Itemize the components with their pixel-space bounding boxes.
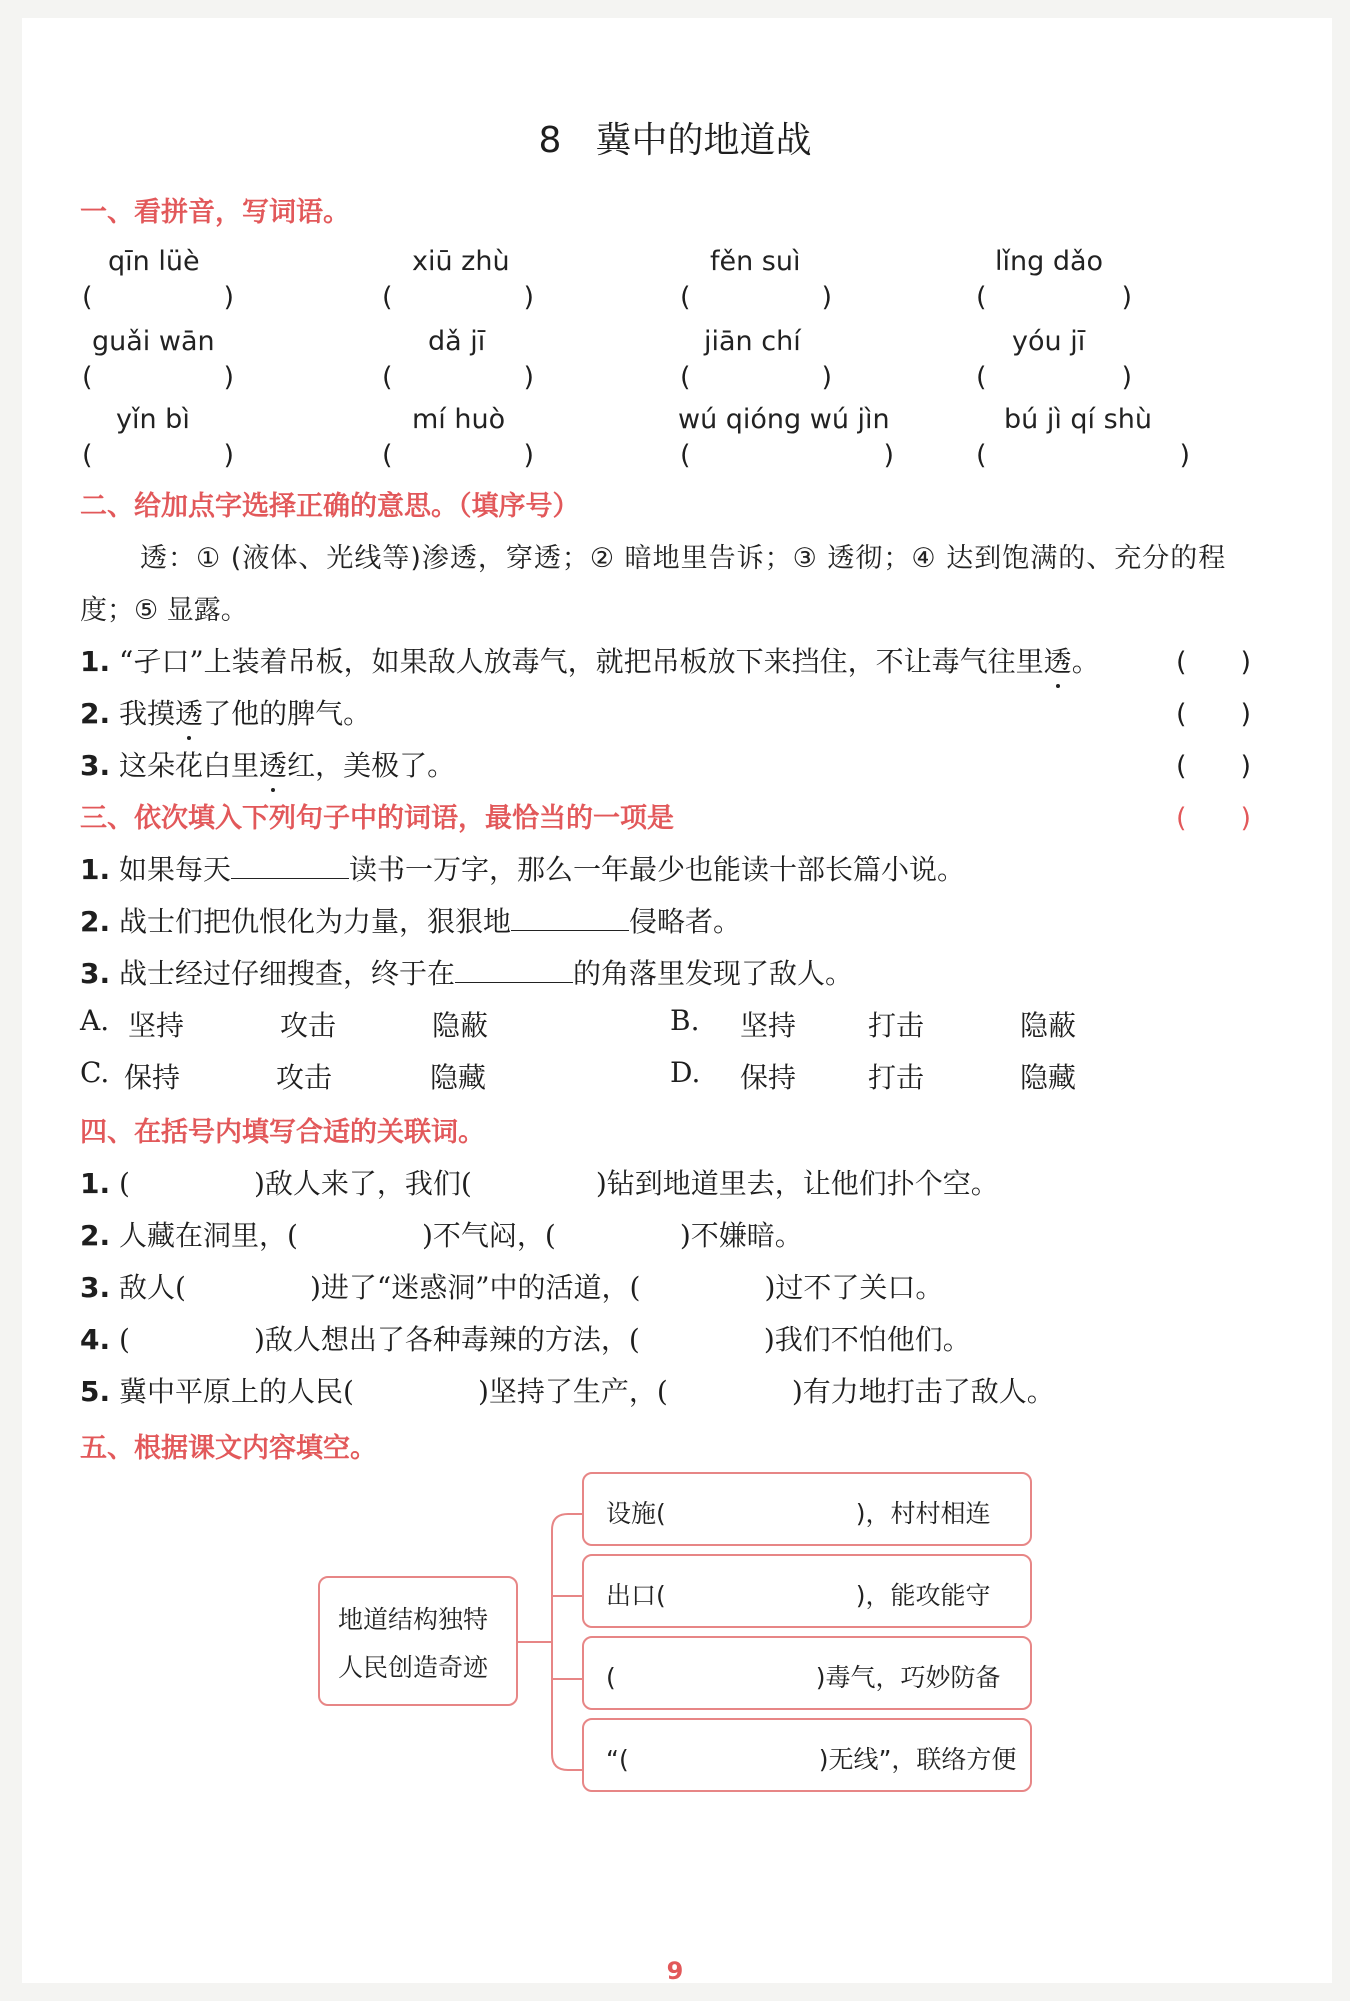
page-number: 9: [666, 1957, 684, 1985]
close-paren: ): [1121, 282, 1132, 313]
row-part-b: )毒气，巧妙防备: [815, 1663, 1001, 1692]
sentence-part-b: )坚持了生产，(: [477, 1375, 668, 1408]
question-number: 3.: [80, 1271, 111, 1304]
section3-heading: 三、依次填入下列句子中的词语，最恰当的一项是: [80, 803, 674, 834]
row-part-a: (: [606, 1663, 616, 1692]
question-text: “孑口”上装着吊板，如果敌人放毒气，就把吊板放下来挡住，不让毒气往里: [119, 645, 1044, 678]
close-paren: ): [223, 282, 234, 313]
option-word: 保持: [740, 1061, 797, 1094]
option-word: 保持: [124, 1061, 181, 1094]
question-text: 这朵花白里: [119, 749, 260, 782]
section5-heading: 五、根据课文内容填空。: [80, 1433, 377, 1464]
open-paren: (: [382, 282, 393, 313]
diagram-row-text: [606, 1740, 1016, 1776]
answer-paren[interactable]: ( ): [1176, 647, 1252, 678]
pinyin-label: lǐng dǎo: [995, 246, 1104, 277]
close-paren: ): [1121, 362, 1132, 393]
row-part-a: 设施(: [606, 1499, 666, 1528]
center-line-1: 地道结构独特: [338, 1605, 489, 1634]
section3-answer-paren[interactable]: ( ): [1176, 803, 1252, 834]
question-number: 4.: [80, 1323, 111, 1356]
option-letter: D.: [670, 1056, 701, 1089]
question-text: 我摸: [119, 697, 176, 730]
open-paren: (: [82, 282, 93, 313]
diagram-row-text: [606, 1576, 991, 1612]
open-paren: (: [680, 440, 691, 471]
open-paren: (: [680, 282, 691, 313]
dotted-character: 透: [1044, 640, 1072, 680]
option-word: 坚持: [740, 1009, 797, 1042]
row-part-b: )无线”，联络方便: [818, 1745, 1017, 1774]
question-number: 5.: [80, 1375, 111, 1408]
diagram-row-text: [606, 1494, 991, 1530]
close-paren: ): [223, 362, 234, 393]
question-number: 2.: [80, 1219, 111, 1252]
close-paren: ): [223, 440, 234, 471]
sentence-part-a: 冀中平原上的人民(: [119, 1375, 354, 1408]
open-paren: (: [82, 440, 93, 471]
row-part-a: “(: [606, 1745, 629, 1774]
open-paren: (: [82, 362, 93, 393]
open-paren: (: [382, 440, 393, 471]
question-text-end: 。: [1071, 645, 1100, 678]
section2-heading: 二、给加点字选择正确的意思。（填序号）: [80, 491, 580, 522]
option-letter: B.: [670, 1004, 700, 1037]
open-paren: (: [976, 440, 987, 471]
pinyin-label: jiān chí: [704, 326, 801, 357]
sentence-start: 战士们把仇恨化为力量，狠狠地: [119, 905, 512, 938]
diagram-center-box: [318, 1576, 518, 1706]
question-number: 1.: [80, 853, 111, 886]
row-part-a: 出口(: [606, 1581, 666, 1610]
pinyin-label: xiū zhù: [412, 246, 510, 277]
option-word: 隐藏: [430, 1061, 487, 1094]
sentence-part-b: )不气闷，(: [421, 1219, 556, 1252]
dotted-character: 透: [175, 692, 203, 732]
open-paren: (: [976, 362, 987, 393]
close-paren: ): [821, 362, 832, 393]
diagram-row-box: [582, 1718, 1032, 1792]
definition-line-2: 度；⑤ 显露。: [80, 595, 248, 626]
sentence-part-c: )钻到地道里去，让他们扑个空。: [595, 1167, 999, 1200]
sentence-part-c: )不嫌暗。: [679, 1219, 803, 1252]
option-word: 攻击: [280, 1009, 337, 1042]
pinyin-label: yǐn bì: [116, 404, 190, 435]
connector-bracket: [552, 1514, 568, 1770]
sentence-part-a: 人藏在洞里，(: [119, 1219, 298, 1252]
diagram-row-box: [582, 1472, 1032, 1546]
pinyin-label: yóu jī: [1012, 326, 1086, 357]
open-paren: (: [382, 362, 393, 393]
diagram-row-text: [606, 1658, 1001, 1694]
question-number: 3.: [80, 957, 111, 990]
question-text-end: 红，美极了。: [287, 749, 456, 782]
center-line-2: 人民创造奇迹: [338, 1653, 489, 1682]
answer-paren[interactable]: ( ): [1176, 699, 1252, 730]
option-word: 打击: [868, 1061, 925, 1094]
question-number: 3.: [80, 749, 111, 782]
sentence-end: 读书一万字，那么一年最少也能读十部长篇小说。: [349, 853, 966, 886]
sentence-part-a: (: [119, 1167, 130, 1200]
option-letter: C.: [80, 1056, 110, 1089]
open-paren: (: [976, 282, 987, 313]
open-paren: (: [680, 362, 691, 393]
sentence-part-a: (: [119, 1323, 130, 1356]
option-letter: A.: [80, 1004, 110, 1037]
option-word: 隐蔽: [1020, 1009, 1077, 1042]
answer-paren[interactable]: ( ): [1176, 751, 1252, 782]
question-text-end: 了他的脾气。: [203, 697, 372, 730]
lesson-number: 8: [538, 120, 562, 161]
diagram-row-box: [582, 1554, 1032, 1628]
pinyin-label: guǎi wān: [92, 326, 215, 357]
sentence-start: 如果每天: [119, 853, 232, 886]
pinyin-label: fěn suì: [710, 246, 801, 277]
sentence-start: 战士经过仔细搜查，终于在: [119, 957, 456, 990]
diagram-row-box: [582, 1636, 1032, 1710]
option-word: 打击: [868, 1009, 925, 1042]
close-paren: ): [883, 440, 894, 471]
pinyin-label: bú jì qí shù: [1004, 404, 1152, 435]
pinyin-label: mí huò: [412, 404, 506, 435]
pinyin-label: dǎ jī: [428, 326, 486, 357]
option-word: 隐藏: [1020, 1061, 1077, 1094]
question-number: 1.: [80, 1167, 111, 1200]
section4-heading: 四、在括号内填写合适的关联词。: [80, 1117, 485, 1148]
row-part-b: )，村村相连: [855, 1499, 991, 1528]
sentence-part-c: )有力地打击了敌人。: [791, 1375, 1055, 1408]
section1-heading: 一、看拼音，写词语。: [80, 197, 350, 228]
sentence-part-c: )我们不怕他们。: [763, 1323, 971, 1356]
close-paren: ): [821, 282, 832, 313]
sentence-part-b: )敌人想出了各种毒辣的方法，(: [253, 1323, 640, 1356]
row-part-b: )，能攻能守: [855, 1581, 991, 1610]
sentence-part-a: 敌人(: [119, 1271, 186, 1304]
sentence-end: 的角落里发现了敌人。: [573, 957, 854, 990]
sentence-part-b: )敌人来了，我们(: [253, 1167, 472, 1200]
definition-line-1: 透：① (液体、光线等)渗透，穿透；② 暗地里告诉；③ 透彻；④ 达到饱满的、充分的程: [140, 543, 1227, 574]
question-number: 1.: [80, 645, 111, 678]
close-paren: ): [523, 440, 534, 471]
dotted-character: 透: [259, 744, 287, 784]
option-word: 隐蔽: [432, 1009, 489, 1042]
close-paren: ): [523, 282, 534, 313]
close-paren: ): [1179, 440, 1190, 471]
pinyin-label: qīn lüè: [108, 246, 200, 277]
close-paren: ): [523, 362, 534, 393]
option-word: 坚持: [128, 1009, 185, 1042]
sentence-part-c: )过不了关口。: [764, 1271, 944, 1304]
sentence-part-b: )进了“迷惑洞”中的活道，(: [309, 1271, 641, 1304]
option-word: 攻击: [276, 1061, 333, 1094]
pinyin-label: wú qióng wú jìn: [678, 404, 890, 435]
question-number: 2.: [80, 697, 111, 730]
question-number: 2.: [80, 905, 111, 938]
sentence-end: 侵略者。: [629, 905, 742, 938]
lesson-title-text: 冀中的地道战: [595, 120, 812, 161]
